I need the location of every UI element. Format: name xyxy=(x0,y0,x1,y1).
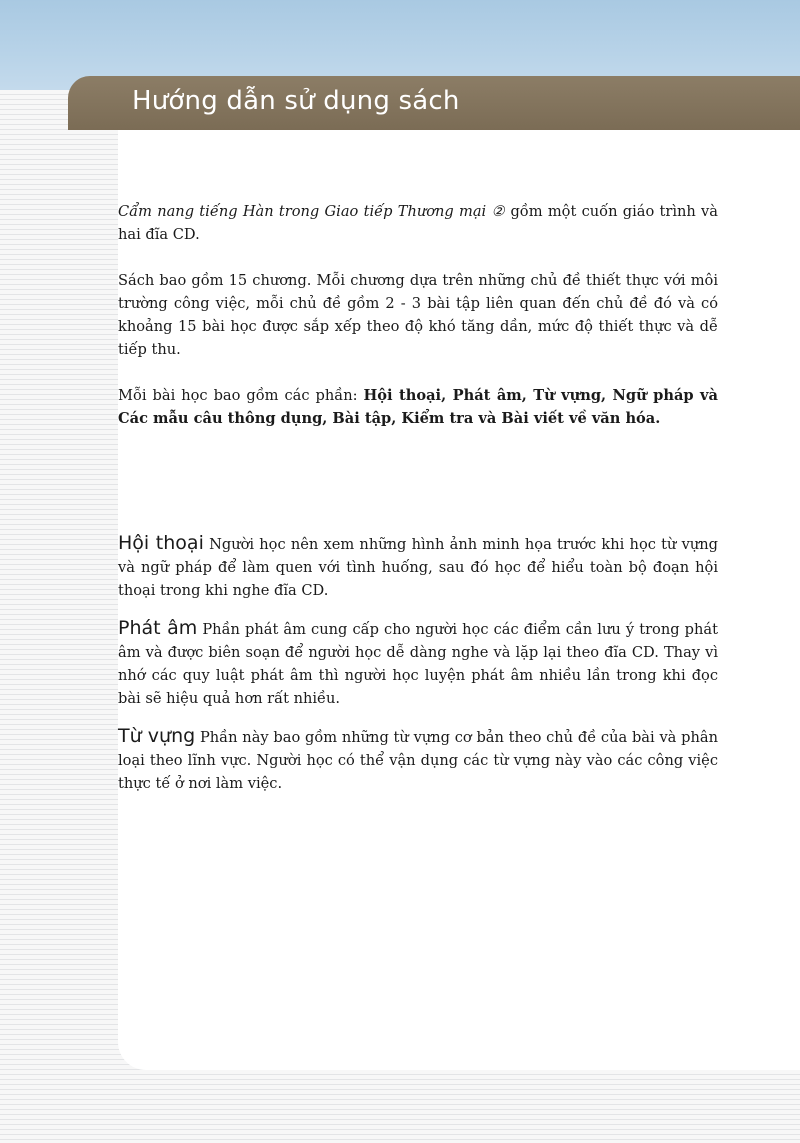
section-hoi-thoai xyxy=(118,532,718,602)
section-text: Phần phát âm cung cấp cho người học các điểm cần lưu ý trong phát âm và được biên soạn để người học dễ dàng nghe và lặp lại theo đĩa CD. Thay vì nhớ các quy luật phát âm thì người học luyện phát âm nhiều lần trong khi đọc bài sẽ hiệu quả hơn rất nhiều. xyxy=(118,621,718,707)
title-bar xyxy=(68,76,800,130)
lesson-parts-list: Hội thoại, Phát âm, Từ vựng, Ngữ pháp và Các mẫu câu thông dụng, Bài tập, Kiểm tra và Bài viết về văn hóa. xyxy=(118,387,718,427)
intro-block xyxy=(118,200,718,453)
section-phat-am xyxy=(118,617,718,710)
intro-paragraph-3-lead: Mỗi bài học bao gồm các phần: xyxy=(118,387,364,404)
section-text: Phần này bao gồm những từ vựng cơ bản theo chủ đề của bài và phân loại theo lĩnh vực. Người học có thể vận dụng các từ vựng này vào các công việc thực tế ở nơi làm việc. xyxy=(118,729,718,792)
section-heading: Hội thoại xyxy=(118,532,204,554)
intro-paragraph-2: Sách bao gồm 15 chương. Mỗi chương dựa trên những chủ đề thiết thực với môi trường công việc, mỗi chủ đề gồm 2 - 3 bài tập liên quan đến chủ đề đó và có khoảng 15 bài học được sắp xếp theo độ khó tăng dần, mức độ thiết thực và dễ tiếp thu. xyxy=(118,272,718,358)
intro-paragraph-1-text: gồm một cuốn giáo trình và hai đĩa CD. xyxy=(118,203,718,243)
book-title: Cẩm nang tiếng Hàn trong Giao tiếp Thương mại ② xyxy=(118,203,506,220)
section-tu-vung xyxy=(118,725,718,795)
page-title: Hướng dẫn sử dụng sách xyxy=(132,86,460,116)
section-heading: Từ vựng xyxy=(118,725,196,747)
intro-paragraph-1 xyxy=(118,200,718,246)
intro-paragraph-3 xyxy=(118,384,718,430)
section-text: Người học nên xem những hình ảnh minh họa trước khi học từ vựng và ngữ pháp để làm quen với tình huống, sau đó học để hiểu toàn bộ đoạn hội thoại trong khi nghe đĩa CD. xyxy=(118,536,718,599)
section-heading: Phát âm xyxy=(118,617,198,639)
sections-block xyxy=(118,532,718,810)
